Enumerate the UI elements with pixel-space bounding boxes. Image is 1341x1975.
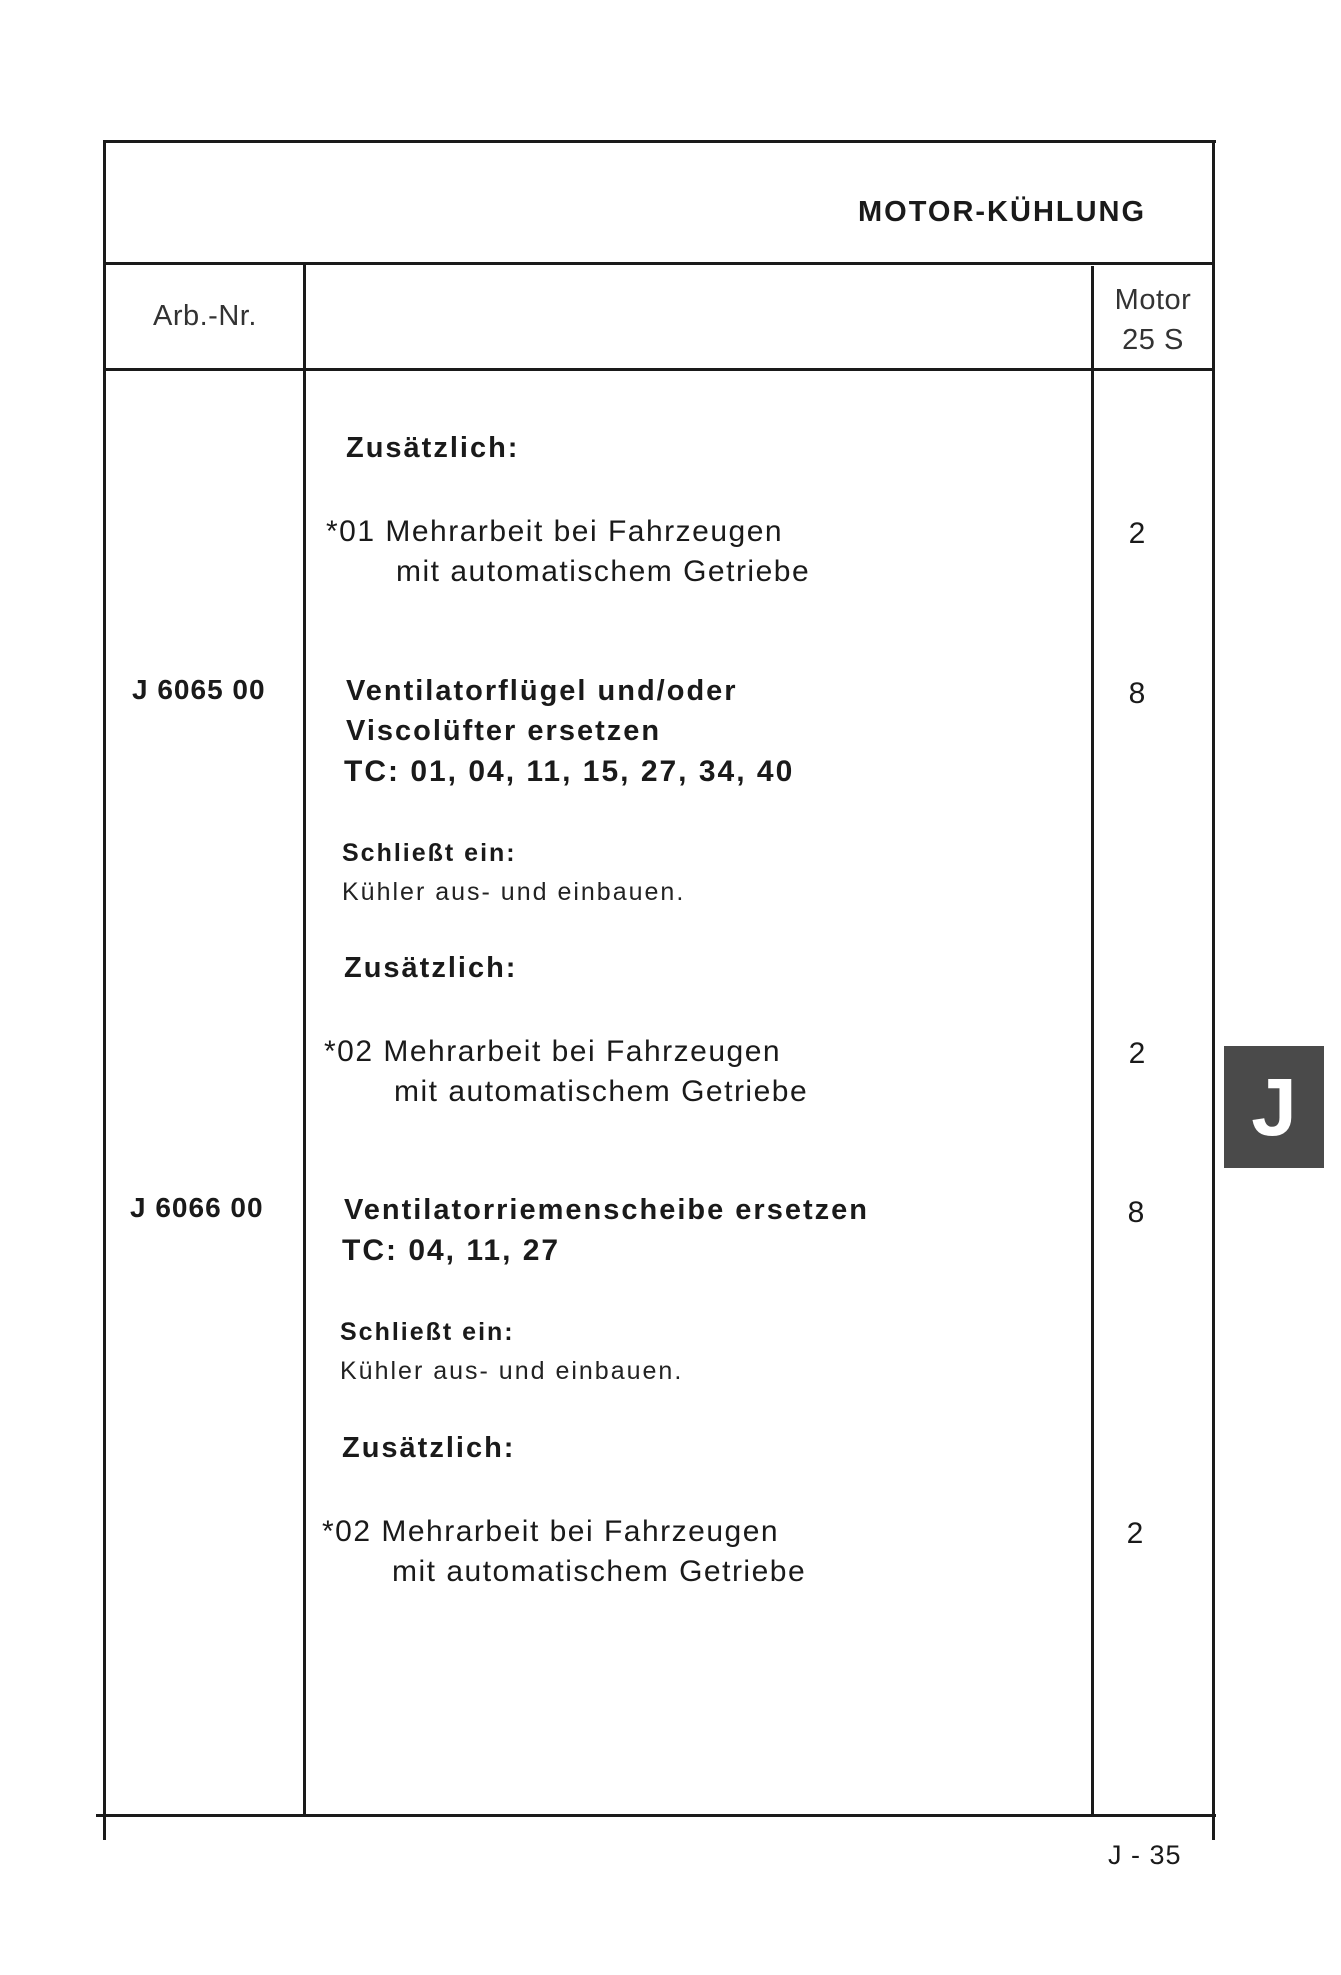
entry-2-heading-line1: Ventilatorriemenscheibe ersetzen — [344, 1194, 869, 1226]
entry-1-heading-line2: Viscolüfter ersetzen — [346, 715, 662, 747]
entry-1-schliesst-text: Kühler aus- und einbauen. — [342, 878, 686, 906]
entry-2-item — [322, 1512, 806, 1592]
entry-2-item-value: 2 — [1126, 1517, 1144, 1550]
header-divider-line — [104, 262, 1214, 265]
page-title: MOTOR-KÜHLUNG — [858, 196, 1147, 228]
entry-1-heading-line1: Ventilatorflügel und/oder — [346, 675, 738, 707]
column-divider-left — [303, 264, 306, 1817]
entry-2-schliesst-text: Kühler aus- und einbauen. — [340, 1357, 684, 1385]
entry-2-schliesst-label: Schließt ein: — [340, 1318, 515, 1346]
section-tab-j — [1224, 1046, 1324, 1168]
entry-2-item-line2: mit automatischem Getriebe — [392, 1555, 807, 1588]
column-header-motor-line1: Motor — [1114, 284, 1192, 316]
entry-1-tc: TC: 01, 04, 11, 15, 27, 34, 40 — [344, 755, 795, 788]
entry-1-item — [324, 1032, 808, 1112]
frame-right-line — [1212, 142, 1215, 1840]
entry-2-value: 8 — [1127, 1196, 1145, 1229]
column-header-divider-line — [104, 368, 1214, 371]
entry-1-zusaetzlich: Zusätzlich: — [344, 952, 518, 984]
column-header-arb-nr: Arb.-Nr. — [153, 300, 257, 332]
entry-2-item-line1: *02 Mehrarbeit bei Fahrzeugen — [322, 1515, 780, 1548]
entry-0-item-line1: *01 Mehrarbeit bei Fahrzeugen — [326, 515, 784, 548]
column-header-motor — [1094, 280, 1212, 360]
frame-left-line — [103, 140, 106, 1840]
column-header-motor-line2: 25 S — [1122, 324, 1184, 356]
entry-1-item-value: 2 — [1128, 1037, 1146, 1070]
entry-1-schliesst-label: Schließt ein: — [342, 839, 517, 867]
entry-2-tc: TC: 04, 11, 27 — [342, 1234, 561, 1267]
entry-0-zusaetzlich: Zusätzlich: — [346, 432, 520, 464]
entry-1-arb-nr: J 6065 00 — [132, 674, 266, 705]
section-tab-letter: J — [1251, 1062, 1297, 1153]
entry-0-item-line2: mit automatischem Getriebe — [396, 555, 811, 588]
frame-top-line — [104, 140, 1216, 143]
entry-0-item-value: 2 — [1128, 517, 1146, 550]
entry-1-value: 8 — [1128, 677, 1146, 710]
page-number: J - 35 — [1108, 1840, 1182, 1870]
frame-bottom-line — [96, 1814, 1216, 1817]
entry-1-item-line1: *02 Mehrarbeit bei Fahrzeugen — [324, 1035, 782, 1068]
entry-2-zusaetzlich: Zusätzlich: — [342, 1432, 516, 1464]
entry-2-arb-nr: J 6066 00 — [130, 1192, 264, 1223]
entry-0-item — [326, 512, 810, 592]
entry-1-item-line2: mit automatischem Getriebe — [394, 1075, 809, 1108]
column-divider-right — [1091, 266, 1094, 1817]
